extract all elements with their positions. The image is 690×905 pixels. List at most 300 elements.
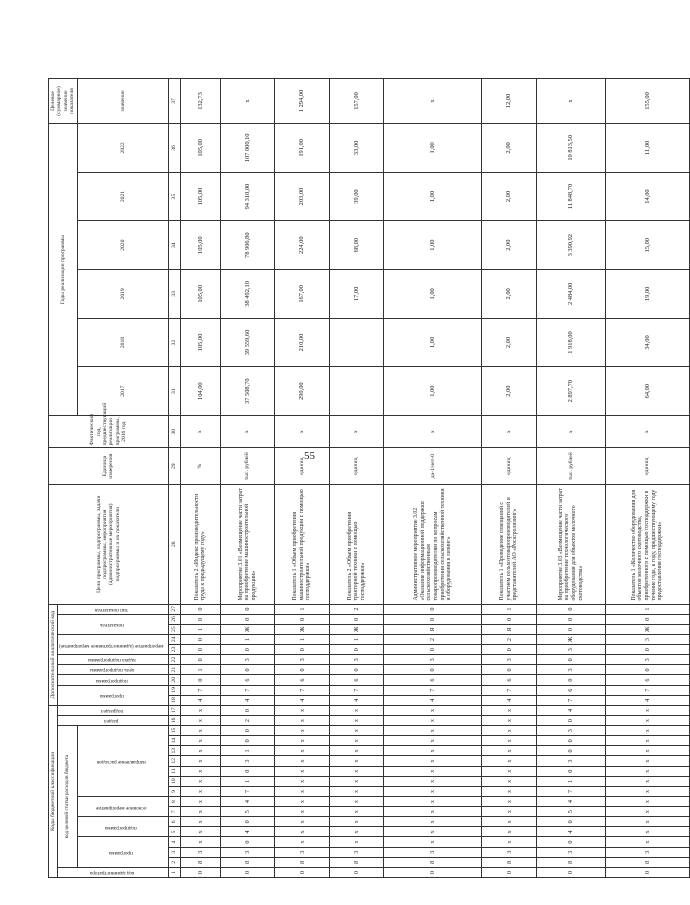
code-cell-text: 6 (429, 678, 437, 682)
code-cell-text: 3 (643, 637, 651, 642)
year-value-cell-text: 1,00 (429, 288, 437, 300)
column-number-text: 14 (171, 737, 178, 744)
code-cell (482, 867, 536, 877)
unit-cell (220, 448, 274, 484)
code-cell-text: х (196, 719, 204, 723)
code-cell-text: 6 (353, 678, 361, 682)
code-cell-text: х (298, 830, 306, 834)
code-cell (384, 685, 482, 695)
code-cell-text: 3 (567, 850, 575, 854)
rotated-table-sheet (48, 78, 664, 878)
year-header-2021 (77, 172, 168, 221)
code-cell (482, 776, 536, 786)
item-name-cell-text: Показатель 1 «Проведение совещаний с участием сельхозтоваропроизводителей и представителей АО «Росагролизинг» (499, 497, 519, 601)
unit-cell (329, 448, 383, 484)
code-cell-text: 4 (196, 698, 204, 702)
base-year-cell-text: х (505, 430, 512, 434)
code-cell (605, 857, 689, 867)
code-cell-text: Ж (567, 636, 575, 643)
code-cell (536, 756, 605, 766)
column-number (168, 665, 180, 675)
code-cell (605, 756, 689, 766)
code-cell-text: 0 (567, 719, 575, 723)
code-cell (275, 797, 329, 807)
target-header-text: Целевое (суммарное) значение показателя (50, 86, 76, 116)
code-cell (482, 766, 536, 776)
year-value-cell-text: 94 310,00 (243, 183, 251, 210)
unit-cell-text: тыс. рублей (567, 452, 574, 481)
unit-header-text: Единица измерения (102, 453, 115, 479)
year-value-cell (384, 221, 482, 270)
column-number-text: 35 (171, 193, 178, 200)
code-cell (384, 776, 482, 786)
year-value-cell (482, 124, 536, 173)
code-cell-text: 3 (429, 658, 437, 662)
code-cell (384, 797, 482, 807)
code-cell-text: 4 (505, 698, 513, 702)
subsection-header (58, 705, 169, 715)
code-cell (536, 624, 605, 634)
direction-header-text: направление расходов (96, 759, 146, 766)
code-cell-text: 6 (298, 678, 306, 682)
code-cell-text: 0 (196, 678, 204, 682)
code-cell (180, 756, 220, 766)
code-cell (482, 695, 536, 705)
code-cell-text: 1 (244, 749, 252, 753)
code-cell-text: х (353, 749, 361, 753)
base-year-cell-text: х (244, 430, 251, 434)
code-cell (605, 604, 689, 614)
unit-cell-text: % (197, 463, 204, 469)
column-number-text: 36 (171, 145, 178, 151)
year-value-cell-text: 14,00 (643, 189, 651, 204)
column-number-text: 18 (171, 697, 178, 703)
code-cell-text: 2 (353, 607, 361, 611)
target-final-header-text: значение (119, 90, 126, 112)
code-cell (275, 716, 329, 726)
unit-cell-text: единиц (505, 457, 512, 475)
code-cell (384, 817, 482, 827)
code-cell-text: х (643, 749, 651, 753)
code-cell (220, 634, 274, 644)
year-header-2018-text: 2018 (119, 336, 126, 349)
code-cell-text: 7 (567, 698, 575, 702)
code-cell-text: 2 (505, 637, 513, 642)
code-cell (605, 786, 689, 796)
code-cell (220, 817, 274, 827)
extra-code-header-text: Дополнительный аналитический код (50, 610, 56, 699)
code-cell (536, 716, 605, 726)
code-cell-text: 3 (298, 850, 306, 854)
year-value-cell-text: 2 897,70 (567, 379, 575, 403)
code-cell (220, 655, 274, 665)
code-cell (384, 867, 482, 877)
code-cell-text: 1 (643, 607, 651, 611)
year-value-cell-text: 10 813,50 (567, 135, 575, 161)
code-cell (329, 746, 383, 756)
code-cell (536, 847, 605, 857)
code-cell-text: 1 (298, 637, 306, 642)
code-cell (536, 604, 605, 614)
code-cell-text: х (298, 810, 306, 814)
column-number (168, 847, 180, 857)
code-cell-text: 3 (567, 668, 575, 672)
table-header (49, 79, 181, 878)
code-cell (384, 746, 482, 756)
code-cell (384, 675, 482, 685)
item-name-cell-text: Мероприятие 3.03 «Возмещение части затрат на приобретение технологического оборудования для объектов молочного скотоводства» (557, 488, 584, 601)
page-number: 55 (304, 450, 315, 462)
target-article-header-text: код целевой статьи расходов бюджета (63, 754, 70, 839)
extra-subprog2-header (58, 675, 169, 685)
code-cell-text: 3 (353, 658, 361, 662)
code-cell-text: х (298, 749, 306, 753)
code-cell-text: х (298, 820, 306, 824)
code-cell (482, 624, 536, 634)
code-cell (384, 736, 482, 746)
column-number-text: 3 (171, 850, 178, 854)
year-value-cell-text: 19,00 (643, 286, 651, 302)
code-cell-text: 0 (298, 648, 306, 652)
unit-cell-text: единиц (353, 457, 360, 475)
year-header-2018 (77, 318, 168, 367)
extra-prog2-header (58, 685, 169, 705)
code-cell-text: 0 (353, 870, 361, 874)
code-cell-text: 1 (298, 607, 306, 611)
code-cell (482, 837, 536, 847)
code-cell (482, 756, 536, 766)
code-cell-text: 3 (643, 850, 651, 854)
unit-cell (482, 448, 536, 484)
column-number-text: 10 (171, 778, 178, 784)
year-value-cell-text: 290,00 (298, 382, 306, 400)
code-cell (605, 807, 689, 817)
code-cell (220, 675, 274, 685)
code-cell (536, 776, 605, 786)
code-cell (482, 736, 536, 746)
code-cell-text: 5 (244, 810, 252, 814)
code-cell (180, 736, 220, 746)
year-value-cell-text: 39,00 (352, 189, 360, 204)
code-cell-text: х (429, 759, 437, 763)
year-value-cell-text: 210,00 (298, 333, 306, 352)
code-cell-text: 0 (567, 840, 575, 844)
base-year-cell (275, 416, 329, 448)
code-cell (482, 645, 536, 655)
code-cell (220, 867, 274, 877)
code-cell (220, 645, 274, 655)
code-cell (275, 736, 329, 746)
code-cell (329, 665, 383, 675)
target-header (49, 79, 78, 124)
code-cell-text: х (429, 820, 437, 824)
code-cell-text: 0 (196, 617, 204, 621)
code-cell-text: 0 (244, 729, 252, 733)
code-cell-text: 7 (643, 688, 651, 692)
code-cell (180, 776, 220, 786)
code-cell (329, 675, 383, 685)
code-cell-text: 4 (244, 800, 252, 804)
code-cell-text: 0 (244, 820, 252, 824)
code-cell (220, 705, 274, 715)
item-name-cell (605, 484, 689, 604)
code-cell-text: 2 (429, 637, 437, 642)
code-cell-text: х (505, 830, 513, 834)
code-cell-text: 4 (244, 698, 252, 702)
extra-code-header (49, 604, 58, 705)
year-value-cell-text: 105,00 (196, 285, 204, 303)
code-cell (180, 675, 220, 685)
year-value-cell (180, 367, 220, 416)
code-cell (275, 786, 329, 796)
target-value-cell-text: х (567, 99, 575, 103)
code-cell (275, 847, 329, 857)
code-cell-text: 0 (244, 739, 252, 743)
code-cell-text: 0 (196, 607, 204, 611)
column-number (168, 416, 180, 448)
column-number-text: 7 (171, 810, 178, 814)
code-cell-text: 3 (567, 729, 575, 733)
year-value-cell-text: 105,00 (196, 236, 204, 254)
code-cell (180, 665, 220, 675)
code-cell-text: 0 (196, 637, 204, 642)
code-cell-text: х (298, 759, 306, 763)
code-cell-text: 7 (244, 789, 252, 793)
code-cell (482, 716, 536, 726)
code-cell (605, 716, 689, 726)
code-cell-text: 1 (196, 627, 204, 631)
column-number (168, 786, 180, 796)
column-number (168, 604, 180, 614)
year-value-cell (536, 172, 605, 221)
code-cell-text: 0 (567, 769, 575, 773)
code-cell-text: х (643, 830, 651, 834)
code-cell (482, 817, 536, 827)
year-value-cell-text: 224,00 (298, 236, 306, 254)
code-cell (605, 695, 689, 705)
column-number-text: 17 (171, 707, 178, 713)
column-number-text: 16 (171, 717, 178, 724)
year-value-cell (275, 172, 329, 221)
code-cell-text: х (429, 800, 437, 804)
year-value-cell (384, 172, 482, 221)
main-event-header-text: основное мероприятие (96, 804, 147, 811)
column-number (168, 79, 180, 124)
code-cell-text: 4 (244, 830, 252, 834)
code-cell-text: 6 (567, 688, 575, 692)
year-value-cell (329, 318, 383, 367)
extra-subprog2-header-text: подпрограмма (95, 677, 128, 684)
column-number-text: 15 (171, 727, 178, 734)
year-value-cell-text: 191,00 (298, 139, 306, 157)
code-cell-text: 0 (505, 648, 513, 652)
code-cell (329, 624, 383, 634)
code-cell (220, 847, 274, 857)
unit-cell (384, 448, 482, 484)
code-cell-text: х (505, 759, 513, 763)
code-cell-text: 7 (353, 688, 361, 692)
code-cell (482, 827, 536, 837)
extra-indicator_type-header (58, 604, 169, 614)
year-value-cell-text: 34,00 (643, 335, 651, 350)
code-cell-text: х (298, 729, 306, 733)
code-cell-text: х (353, 719, 361, 723)
code-cell (220, 837, 274, 847)
target-value-cell-text: х (429, 99, 437, 103)
extra-goal_sub-header (58, 665, 169, 675)
item-name-cell-text: Показатель 2 «Индекс производительности труда к предыдущему году» (193, 493, 207, 601)
unit-cell (605, 448, 689, 484)
code-cell-text: х (643, 820, 651, 824)
header-row (49, 79, 58, 878)
year-header-2017-text: 2017 (119, 385, 126, 397)
code-cell-text: х (643, 739, 651, 743)
code-cell (605, 675, 689, 685)
year-value-cell (536, 124, 605, 173)
code-cell (536, 634, 605, 644)
code-cell-text: х (298, 769, 306, 773)
code-cell (482, 797, 536, 807)
year-header-2022 (77, 124, 168, 173)
table-row (605, 79, 689, 878)
year-header-2020-text: 2020 (119, 239, 126, 251)
code-cell (275, 837, 329, 847)
year-value-cell (384, 318, 482, 367)
year-value-cell (482, 270, 536, 319)
code-cell (536, 797, 605, 807)
code-cell (180, 685, 220, 695)
code-cell (180, 604, 220, 614)
year-value-cell (605, 270, 689, 319)
code-cell-text: х (505, 779, 513, 783)
code-cell-text: 0 (567, 607, 575, 611)
program-indicators-table (48, 78, 690, 878)
code-cell (220, 786, 274, 796)
code-cell (605, 837, 689, 847)
year-value-cell (329, 221, 383, 270)
code-cell (482, 857, 536, 867)
code-cell (180, 695, 220, 705)
year-header-2022-text: 2022 (119, 142, 126, 154)
year-value-cell (482, 172, 536, 221)
code-cell-text: х (505, 739, 513, 743)
column-number (168, 716, 180, 726)
extra-prog2-header-text: программа (99, 693, 124, 700)
code-cell-text: х (298, 800, 306, 804)
target-value-cell (275, 79, 329, 124)
code-cell (329, 716, 383, 726)
year-value-cell-text: 167,00 (298, 285, 306, 303)
code-cell-text: Ж (244, 626, 252, 632)
column-number-text: 37 (171, 98, 178, 104)
code-cell-text: 0 (353, 617, 361, 621)
code-cell-text: 0 (244, 668, 252, 672)
year-header-2020 (77, 221, 168, 270)
column-number-text: 11 (171, 768, 178, 774)
code-cell (329, 847, 383, 857)
extra-event_sub-header-text: мероприятие (административное мероприятие) (59, 642, 164, 649)
code-cell-text: 0 (567, 870, 575, 874)
base-year-cell (329, 416, 383, 448)
code-cell-text: 0 (505, 870, 513, 874)
year-value-cell-text: 2,00 (505, 336, 513, 349)
code-cell (384, 766, 482, 776)
code-cell-text: х (429, 830, 437, 834)
extra-indicator-header (58, 614, 169, 634)
table-body (180, 79, 689, 878)
code-cell-text: х (505, 729, 513, 733)
code-cell-text: 7 (298, 688, 306, 692)
column-number-text: 2 (171, 860, 178, 864)
code-cell-text: 0 (429, 607, 437, 611)
year-value-cell-text: 2,00 (505, 288, 513, 300)
code-cell (275, 604, 329, 614)
column-number-text: 8 (171, 800, 178, 803)
code-cell (180, 705, 220, 715)
goal-header (49, 484, 169, 604)
code-cell (275, 645, 329, 655)
code-cell (384, 655, 482, 665)
code-cell-text: 1 (353, 637, 361, 642)
code-cell (384, 827, 482, 837)
code-cell-text: 1 (244, 779, 252, 783)
target-value-cell (384, 79, 482, 124)
column-number (168, 645, 180, 655)
code-cell (329, 867, 383, 877)
unit-cell-text: единиц (644, 457, 650, 475)
code-cell-text: 8 (298, 860, 306, 864)
code-cell (275, 817, 329, 827)
code-cell-text: Я (505, 627, 513, 632)
target-value-cell-text: 155,00 (643, 92, 651, 110)
code-cell-text: х (505, 789, 513, 793)
section-header-text: раздел (104, 718, 119, 725)
code-cell-text: 4 (353, 698, 361, 702)
code-cell (482, 604, 536, 614)
code-cell (275, 726, 329, 736)
base-year-cell (180, 416, 220, 448)
base-year-cell-text: х (567, 430, 574, 434)
code-cell-text: х (643, 719, 651, 723)
unit-cell (536, 448, 605, 484)
code-cell (329, 786, 383, 796)
year-value-cell (536, 221, 605, 270)
code-cell (220, 624, 274, 634)
unit-cell-text: тыс. рублей (244, 452, 251, 481)
year-header-2021-text: 2021 (119, 190, 126, 203)
code-cell-text: 0 (196, 658, 204, 662)
year-value-cell (605, 318, 689, 367)
year-value-cell-text: 1,00 (429, 239, 437, 251)
main-event-header (77, 797, 168, 817)
code-cell (220, 716, 274, 726)
code-cell-text: х (353, 729, 361, 733)
code-cell-text: 0 (298, 870, 306, 874)
base-year-cell-text: х (298, 430, 305, 434)
code-cell-text: 0 (505, 617, 513, 621)
code-cell (482, 634, 536, 644)
code-cell (329, 645, 383, 655)
code-cell-text: х (643, 840, 651, 844)
column-number (168, 857, 180, 867)
code-cell-text: 0 (567, 749, 575, 753)
code-cell-text: 0 (298, 617, 306, 621)
year-value-cell (220, 172, 274, 221)
code-cell (220, 827, 274, 837)
code-cell (329, 827, 383, 837)
code-cell (384, 857, 482, 867)
base-year-cell (536, 416, 605, 448)
